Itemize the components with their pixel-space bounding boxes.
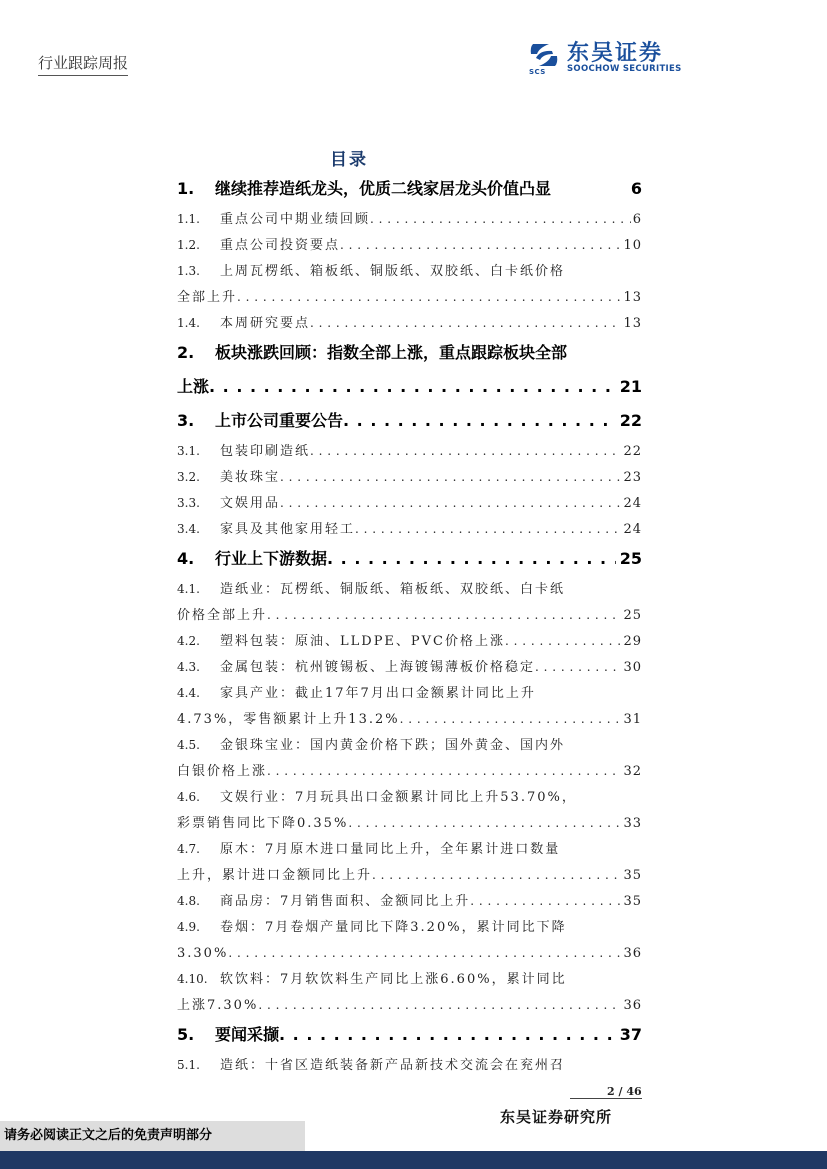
- toc-leader-dots: [505, 628, 621, 654]
- toc-line: [177, 404, 642, 438]
- toc-line: [177, 490, 642, 516]
- toc-text-continued: 上涨: [177, 377, 210, 396]
- toc-line: [177, 732, 642, 758]
- toc-line: [177, 836, 642, 862]
- toc-line-continued: [177, 284, 642, 310]
- toc-text: 软饮料：7月软饮料生产同比上涨6.60%，累计同比: [220, 972, 567, 987]
- toc-leader-dots: [372, 862, 621, 888]
- toc-line-continued: [177, 370, 642, 404]
- toc-number: 4.6.: [177, 790, 200, 804]
- toc-number: 1.3.: [177, 264, 200, 278]
- toc-page: 24: [623, 496, 642, 511]
- toc-leader-dots: [209, 370, 616, 404]
- toc-entry[interactable]: [177, 464, 642, 490]
- toc-line-continued: [177, 992, 642, 1018]
- toc-leader-dots: [348, 810, 621, 836]
- toc-leader-dots: [310, 310, 621, 336]
- toc-entry[interactable]: [177, 258, 642, 310]
- toc-line: [177, 1018, 642, 1052]
- toc-number: 1.1.: [177, 212, 200, 226]
- toc-page: 35: [623, 868, 642, 883]
- table-of-contents: [177, 172, 642, 1078]
- toc-text: 板块涨跌回顾：指数全部上涨，重点跟踪板块全部: [215, 343, 568, 362]
- toc-entry[interactable]: [177, 1052, 642, 1078]
- logo-english-name: SOOCHOW SECURITIES: [567, 64, 682, 74]
- toc-entry[interactable]: [177, 172, 642, 206]
- toc-line-continued: [177, 862, 642, 888]
- toc-number: 3.: [177, 411, 195, 430]
- toc-leader-dots: [258, 992, 621, 1018]
- toc-number: 1.4.: [177, 316, 200, 330]
- toc-number: 4.: [177, 549, 195, 568]
- toc-number: 4.1.: [177, 582, 200, 596]
- toc-text: 重点公司中期业绩回顾: [220, 212, 371, 227]
- toc-entry[interactable]: [177, 654, 642, 680]
- toc-text: 原木：7月原木进口量同比上升，全年累计进口数量: [220, 842, 561, 857]
- toc-line: [177, 1052, 642, 1078]
- page-indicator: 2 / 46: [607, 1085, 642, 1098]
- toc-leader-dots: [267, 602, 621, 628]
- toc-line: [177, 680, 642, 706]
- toc-text-continued: 上涨7.30%: [177, 998, 259, 1013]
- toc-page: 10: [623, 238, 642, 253]
- toc-entry[interactable]: [177, 576, 642, 628]
- toc-page: 36: [623, 998, 642, 1013]
- toc-line-continued: [177, 602, 642, 628]
- toc-leader-dots: [327, 542, 616, 576]
- toc-page: 24: [623, 522, 642, 537]
- toc-line-continued: [177, 706, 642, 732]
- toc-text-continued: 上升，累计进口金额同比上升: [177, 868, 373, 883]
- toc-number: 5.: [177, 1025, 195, 1044]
- toc-entry[interactable]: [177, 966, 642, 1018]
- toc-entry[interactable]: [177, 680, 642, 732]
- institute-name: 东吴证券研究所: [500, 1108, 613, 1126]
- toc-number: 4.2.: [177, 634, 200, 648]
- toc-text: 卷烟：7月卷烟产量同比下降3.20%，累计同比下降: [220, 920, 567, 935]
- toc-page: 13: [623, 316, 642, 331]
- toc-page: 29: [623, 634, 642, 649]
- toc-line: [177, 628, 642, 654]
- toc-leader-dots: [310, 438, 621, 464]
- toc-page: 36: [623, 946, 642, 961]
- toc-page: 6: [630, 179, 642, 198]
- toc-leader-dots: [535, 654, 621, 680]
- toc-line: [177, 576, 642, 602]
- toc-text-continued: 价格全部上升: [177, 608, 268, 623]
- toc-number: 4.5.: [177, 738, 200, 752]
- toc-text: 文娱行业：7月玩具出口金额累计同比上升53.70%，: [220, 790, 577, 805]
- toc-line: [177, 888, 642, 914]
- toc-page: 33: [623, 816, 642, 831]
- toc-leader-dots: [355, 516, 621, 542]
- toc-entry[interactable]: [177, 542, 642, 576]
- toc-text: 商品房：7月销售面积、金额同比上升: [220, 894, 471, 909]
- toc-text: 继续推荐造纸龙头，优质二线家居龙头价值凸显: [215, 179, 552, 198]
- toc-number: 3.4.: [177, 522, 200, 536]
- toc-text: 要闻采撷: [215, 1025, 280, 1044]
- toc-entry[interactable]: [177, 336, 642, 404]
- toc-text: 造纸业：瓦楞纸、铜版纸、箱板纸、双胶纸、白卡纸: [220, 582, 566, 597]
- toc-page: 25: [619, 549, 642, 568]
- toc-number: 4.4.: [177, 686, 200, 700]
- toc-entry[interactable]: [177, 888, 642, 914]
- footer-bar: [0, 1151, 827, 1169]
- toc-line: [177, 464, 642, 490]
- toc-leader-dots: [279, 1018, 616, 1052]
- toc-page: 31: [623, 712, 642, 727]
- toc-text: 上市公司重要公告: [215, 411, 344, 430]
- toc-page: 35: [623, 894, 642, 909]
- toc-entry[interactable]: [177, 732, 642, 784]
- toc-text: 造纸：十省区造纸装备新产品新技术交流会在兖州召: [220, 1058, 566, 1073]
- toc-number: 1.: [177, 179, 195, 198]
- toc-entry[interactable]: [177, 628, 642, 654]
- toc-number: 2.: [177, 343, 195, 362]
- toc-line-continued: [177, 810, 642, 836]
- footer-divider: [570, 1098, 642, 1099]
- toc-line: [177, 336, 642, 370]
- toc-line-continued: [177, 940, 642, 966]
- toc-number: 4.10.: [177, 972, 208, 986]
- toc-number: 4.8.: [177, 894, 200, 908]
- toc-leader-dots: [470, 888, 621, 914]
- toc-leader-dots: [343, 404, 616, 438]
- toc-line-continued: [177, 758, 642, 784]
- toc-leader-dots: [370, 206, 631, 232]
- toc-line: [177, 654, 642, 680]
- toc-text-continued: 4.73%，零售额累计上升13.2%: [177, 712, 400, 727]
- toc-line: [177, 172, 642, 206]
- toc-entry[interactable]: [177, 232, 642, 258]
- logo-abbreviation: SCS: [529, 68, 546, 76]
- toc-line: [177, 258, 642, 284]
- toc-text: 重点公司投资要点: [220, 238, 341, 253]
- toc-leader-dots: [267, 758, 621, 784]
- toc-text-continued: 彩票销售同比下降0.35%: [177, 816, 349, 831]
- toc-leader-dots: [237, 284, 621, 310]
- toc-leader-dots: [400, 706, 622, 732]
- toc-page: 30: [623, 660, 642, 675]
- toc-text-continued: 3.30%: [177, 946, 229, 961]
- toc-entry[interactable]: [177, 438, 642, 464]
- toc-number: 4.7.: [177, 842, 200, 856]
- toc-text: 行业上下游数据: [215, 549, 328, 568]
- toc-text-continued: 全部上升: [177, 290, 238, 305]
- toc-page: 22: [623, 444, 642, 459]
- report-type-label: 行业跟踪周报: [38, 52, 128, 76]
- toc-text: 本周研究要点: [220, 316, 311, 331]
- toc-text: 塑料包装：原油、LLDPE、PVC价格上涨: [220, 634, 506, 649]
- toc-entry[interactable]: [177, 516, 642, 542]
- toc-page: 21: [619, 377, 642, 396]
- toc-text: 金属包装：杭州镀锡板、上海镀锡薄板价格稳定: [220, 660, 536, 675]
- toc-leader-dots: [228, 940, 621, 966]
- toc-page: 6: [632, 212, 642, 227]
- toc-line: [177, 310, 642, 336]
- toc-text: 文娱用品: [220, 496, 281, 511]
- toc-title: 目录: [330, 150, 368, 170]
- toc-page: 25: [623, 608, 642, 623]
- toc-line: [177, 914, 642, 940]
- soochow-securities-logo: [527, 38, 697, 78]
- toc-text-continued: 白银价格上涨: [177, 764, 268, 779]
- toc-number: 4.3.: [177, 660, 200, 674]
- toc-line: [177, 542, 642, 576]
- toc-page: 13: [623, 290, 642, 305]
- toc-entry[interactable]: [177, 1018, 642, 1052]
- toc-line: [177, 206, 642, 232]
- toc-number: 3.1.: [177, 444, 200, 458]
- toc-entry[interactable]: [177, 784, 642, 836]
- toc-entry[interactable]: [177, 404, 642, 438]
- toc-entry[interactable]: [177, 836, 642, 888]
- toc-line: [177, 516, 642, 542]
- toc-line: [177, 784, 642, 810]
- toc-page: 22: [619, 411, 642, 430]
- toc-leader-dots: [340, 232, 621, 258]
- toc-entry[interactable]: [177, 206, 642, 232]
- toc-number: 3.2.: [177, 470, 200, 484]
- toc-leader-dots: [280, 490, 621, 516]
- toc-entry[interactable]: [177, 490, 642, 516]
- toc-line: [177, 232, 642, 258]
- toc-line: [177, 438, 642, 464]
- toc-number: 1.2.: [177, 238, 200, 252]
- toc-text: 家具产业：截止17年7月出口金额累计同比上升: [220, 686, 536, 701]
- toc-text: 包装印刷造纸: [220, 444, 311, 459]
- toc-leader-dots: [280, 464, 621, 490]
- toc-number: 4.9.: [177, 920, 200, 934]
- toc-page: 37: [619, 1025, 642, 1044]
- toc-text: 家具及其他家用轻工: [220, 522, 356, 537]
- toc-text: 金银珠宝业：国内黄金价格下跌；国外黄金、国内外: [220, 738, 566, 753]
- toc-page: 32: [623, 764, 642, 779]
- toc-number: 5.1.: [177, 1058, 200, 1072]
- logo-mark-icon: [527, 38, 561, 72]
- toc-number: 3.3.: [177, 496, 200, 510]
- toc-line: [177, 966, 642, 992]
- logo-chinese-name: 东吴证券: [567, 41, 664, 66]
- disclaimer-note: 请务必阅读正文之后的免责声明部分: [0, 1121, 305, 1151]
- toc-entry[interactable]: [177, 914, 642, 966]
- toc-text: 美妆珠宝: [220, 470, 281, 485]
- toc-entry[interactable]: [177, 310, 642, 336]
- toc-page: 23: [623, 470, 642, 485]
- toc-text: 上周瓦楞纸、箱板纸、铜版纸、双胶纸、白卡纸价格: [220, 264, 566, 279]
